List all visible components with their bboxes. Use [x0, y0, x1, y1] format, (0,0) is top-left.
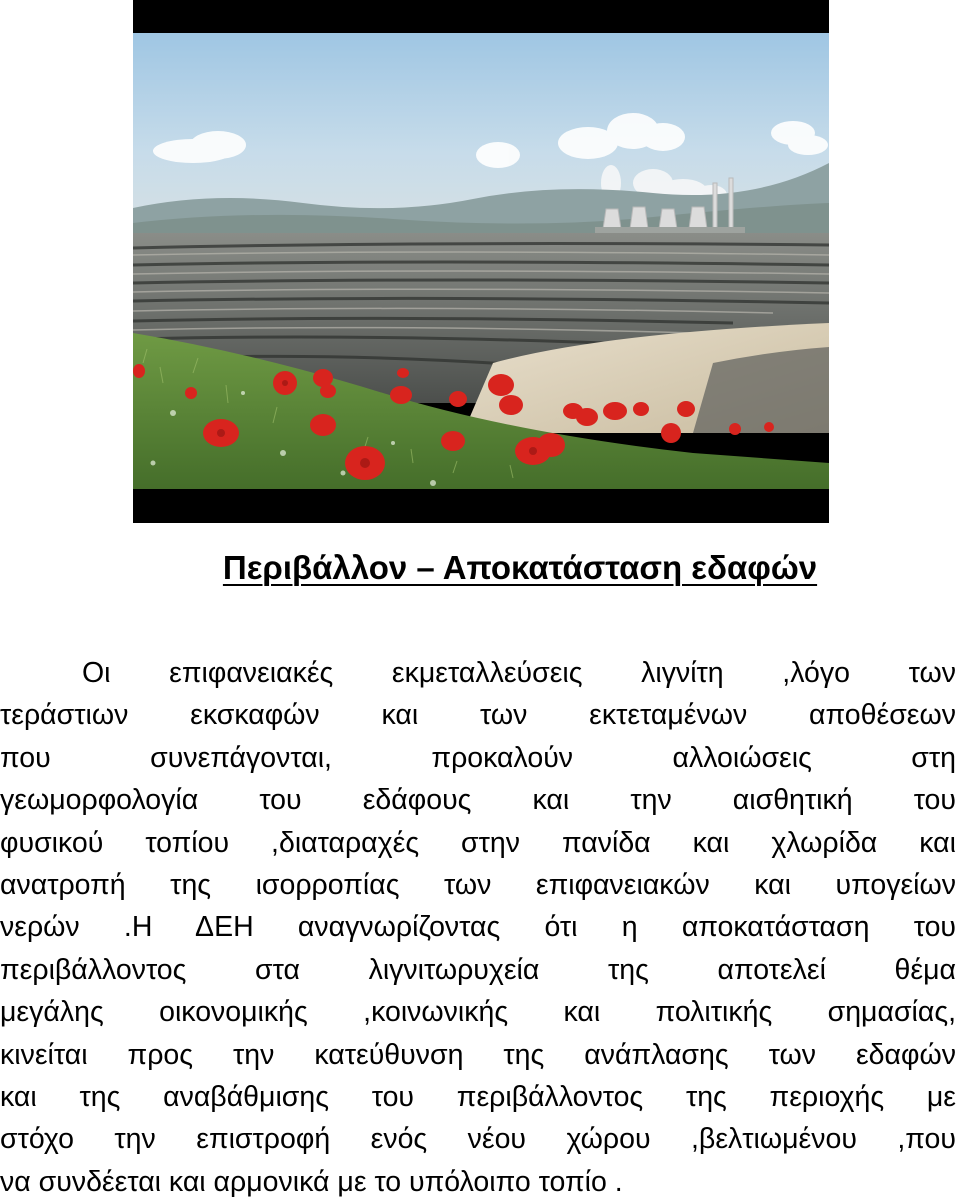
paragraph-line: κινείται προς την κατεύθυνση της ανάπλασης των εδαφών — [0, 1038, 956, 1071]
paragraph-line: γεωμορφολογία του εδάφους και την αισθητική του — [0, 784, 956, 817]
paragraph-line: ανατροπή της ισορροπίας των επιφανειακών και υπογείων — [0, 868, 956, 901]
paragraph-line: και της αναβάθμισης του περιβάλλοντος της περιοχής με — [0, 1080, 956, 1113]
page-title: Περιβάλλον – Αποκατάσταση εδαφών — [222, 549, 818, 586]
paragraph-line: να συνδέεται και αρμονικά με το υπόλοιπο τοπίο . — [0, 1165, 623, 1198]
paragraph-line: Οι επιφανειακές εκμεταλλεύσεις λιγνίτη ,λόγο των — [82, 657, 956, 689]
body-paragraph — [0, 652, 956, 1203]
paragraph-line: μεγάλης οικονομικής ,κοινωνικής και πολιτικής σημασίας, — [0, 996, 956, 1029]
paragraph-line: τεράστιων εκσκαφών και των εκτεταμένων αποθέσεων — [0, 699, 956, 732]
photo-frame — [133, 0, 829, 523]
paragraph-line: φυσικού τοπίου ,διαταραχές στην πανίδα και χλωρίδα και — [0, 826, 956, 859]
paragraph-line: περιβάλλοντος στα λιγνιτωρυχεία της αποτελεί θέμα — [0, 953, 956, 986]
paragraph-line: νερών .Η ΔΕΗ αναγνωρίζοντας ότι η αποκατάσταση του — [0, 911, 956, 944]
paragraph-line: που συνεπάγονται, προκαλούν αλλοιώσεις στη — [0, 741, 956, 774]
lignite-mine-landscape-photo — [133, 33, 829, 489]
paragraph-line: στόχο την επιστροφή ενός νέου χώρου ,βελτιωμένου ,που — [0, 1123, 956, 1156]
